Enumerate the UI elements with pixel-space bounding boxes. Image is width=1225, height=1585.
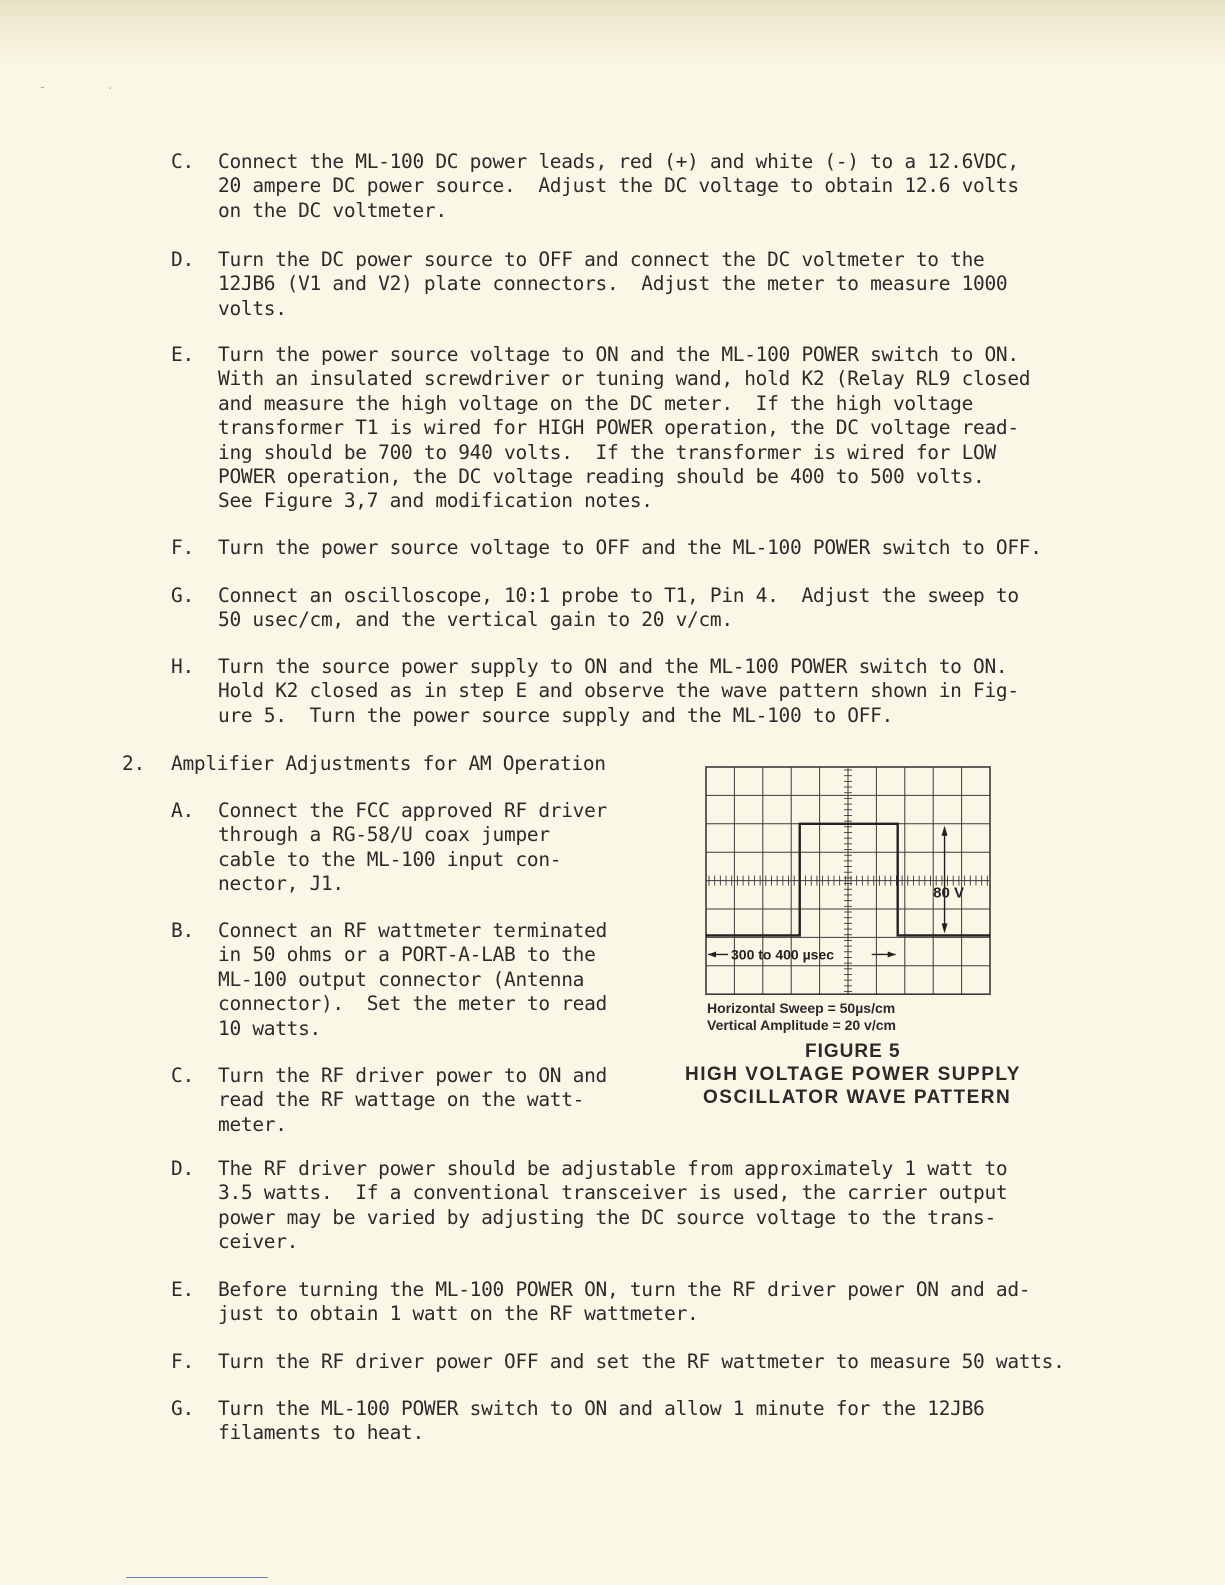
section-2-number: 2.	[122, 752, 145, 775]
figure-amplitude-line: Vertical Amplitude = 20 v/cm	[707, 1017, 896, 1033]
step-label: H.	[171, 655, 194, 678]
step-text-line: 50 usec/cm, and the vertical gain to 20 v/cm.	[218, 608, 733, 632]
step-label: D.	[171, 1157, 194, 1180]
step-label: E.	[171, 1278, 194, 1301]
step-label: D.	[171, 248, 194, 271]
page-bottom-rule	[126, 1577, 268, 1578]
step-text-line: meter.	[218, 1112, 287, 1136]
step-text-line: 3.5 watts. If a conventional transceiver is used, the carrier output	[218, 1181, 1008, 1205]
step-text-line: Connect an RF wattmeter terminated	[218, 919, 607, 942]
step-label: C.	[171, 1064, 194, 1087]
scan-mark: ·	[108, 82, 113, 97]
figure-number: FIGURE 5	[805, 1041, 901, 1062]
step-text-line: ceiver.	[218, 1230, 299, 1254]
step-text-line: Hold K2 closed as in step E and observe the wave pattern shown in Fig-	[218, 679, 1019, 703]
time-arrow-head	[888, 951, 896, 957]
figure-sweep-line: Horizontal Sweep = 50µs/cm	[707, 1000, 896, 1016]
amplitude-arrow-head	[942, 826, 948, 836]
step-text-line: just to obtain 1 watt on the RF wattmeter.	[218, 1302, 699, 1326]
step-text-line: Turn the ML-100 POWER switch to ON and allow 1 minute for the 12JB6	[218, 1397, 985, 1420]
step-text-line: Connect an oscilloscope, 10:1 probe to T1, Pin 4. Adjust the sweep to	[218, 584, 1019, 607]
section-2-title: Amplifier Adjustments for AM Operation	[171, 752, 606, 775]
step-text-line: Turn the power source voltage to OFF and the ML-100 POWER switch to OFF.	[218, 536, 1042, 559]
step-text-line: connector). Set the meter to read	[218, 992, 607, 1016]
step-text-line: The RF driver power should be adjustable from approximately 1 watt to	[218, 1157, 1008, 1180]
step-label: E.	[171, 343, 194, 366]
step-text-line: Turn the DC power source to OFF and connect the DC voltmeter to the	[218, 248, 985, 271]
step-text-line: read the RF wattage on the watt-	[218, 1088, 585, 1112]
step-text-line: ure 5. Turn the power source supply and the ML-100 to OFF.	[218, 703, 893, 727]
step-text-line: With an insulated screwdriver or tuning wand, hold K2 (Relay RL9 closed	[218, 367, 1031, 391]
time-span-label: 300 to 400 µsec	[731, 946, 835, 963]
amplitude-arrow-head	[942, 923, 948, 933]
step-text-line: on the DC voltmeter.	[218, 198, 447, 222]
step-label: F.	[171, 1350, 194, 1373]
step-text-line: nector, J1.	[218, 872, 344, 896]
step-text-line: in 50 ohms or a PORT-A-LAB to the	[218, 943, 596, 967]
step-text-line: POWER operation, the DC voltage reading should be 400 to 500 volts.	[218, 465, 985, 488]
step-text-line: See Figure 3,7 and modification notes.	[218, 489, 653, 513]
step-text-line: 10 watts.	[218, 1016, 321, 1040]
amplitude-label: 80 V	[933, 884, 964, 902]
step-label: G.	[171, 1397, 194, 1420]
figure-title-line-1: HIGH VOLTAGE POWER SUPPLY	[685, 1064, 1021, 1085]
step-text-line: filaments to heat.	[218, 1421, 424, 1445]
step-text-line: 12JB6 (V1 and V2) plate connectors. Adjust the meter to measure 1000	[218, 272, 1008, 296]
step-text-line: cable to the ML-100 input con-	[218, 847, 562, 871]
step-label: F.	[171, 536, 194, 559]
step-text-line: power may be varied by adjusting the DC source voltage to the trans-	[218, 1205, 996, 1229]
step-text-line: Before turning the ML-100 POWER ON, turn the RF driver power ON and ad-	[218, 1278, 1031, 1301]
step-text-line: ing should be 700 to 940 volts. If the transformer is wired for LOW	[218, 440, 996, 464]
step-label: G.	[171, 584, 194, 607]
scan-mark: -	[40, 80, 45, 95]
step-text-line: Turn the source power supply to ON and the ML-100 POWER switch to ON.	[218, 655, 1008, 678]
figure-title-line-2: OSCILLATOR WAVE PATTERN	[703, 1087, 1012, 1108]
page-top-shadow	[0, 0, 1225, 62]
step-text-line: Connect the ML-100 DC power leads, red (+) and white (-) to a 12.6VDC,	[218, 150, 1019, 173]
time-arrow-head	[708, 951, 716, 957]
step-text-line: volts.	[218, 296, 287, 320]
step-text-line: transformer T1 is wired for HIGH POWER operation, the DC voltage read-	[218, 416, 1019, 440]
step-text-line: Turn the RF driver power OFF and set the RF wattmeter to measure 50 watts.	[218, 1350, 1065, 1373]
step-text-line: through a RG-58/U coax jumper	[218, 823, 550, 847]
step-label: A.	[171, 799, 194, 822]
step-text-line: 20 ampere DC power source. Adjust the DC voltage to obtain 12.6 volts	[218, 174, 1019, 198]
step-text-line: Connect the FCC approved RF driver	[218, 799, 607, 822]
step-label: B.	[171, 919, 194, 942]
step-text-line: Turn the power source voltage to ON and the ML-100 POWER switch to ON.	[218, 343, 1019, 366]
step-text-line: and measure the high voltage on the DC meter. If the high voltage	[218, 391, 974, 415]
step-label: C.	[171, 150, 194, 173]
step-text-line: Turn the RF driver power to ON and	[218, 1064, 607, 1087]
step-text-line: ML-100 output connector (Antenna	[218, 967, 585, 991]
